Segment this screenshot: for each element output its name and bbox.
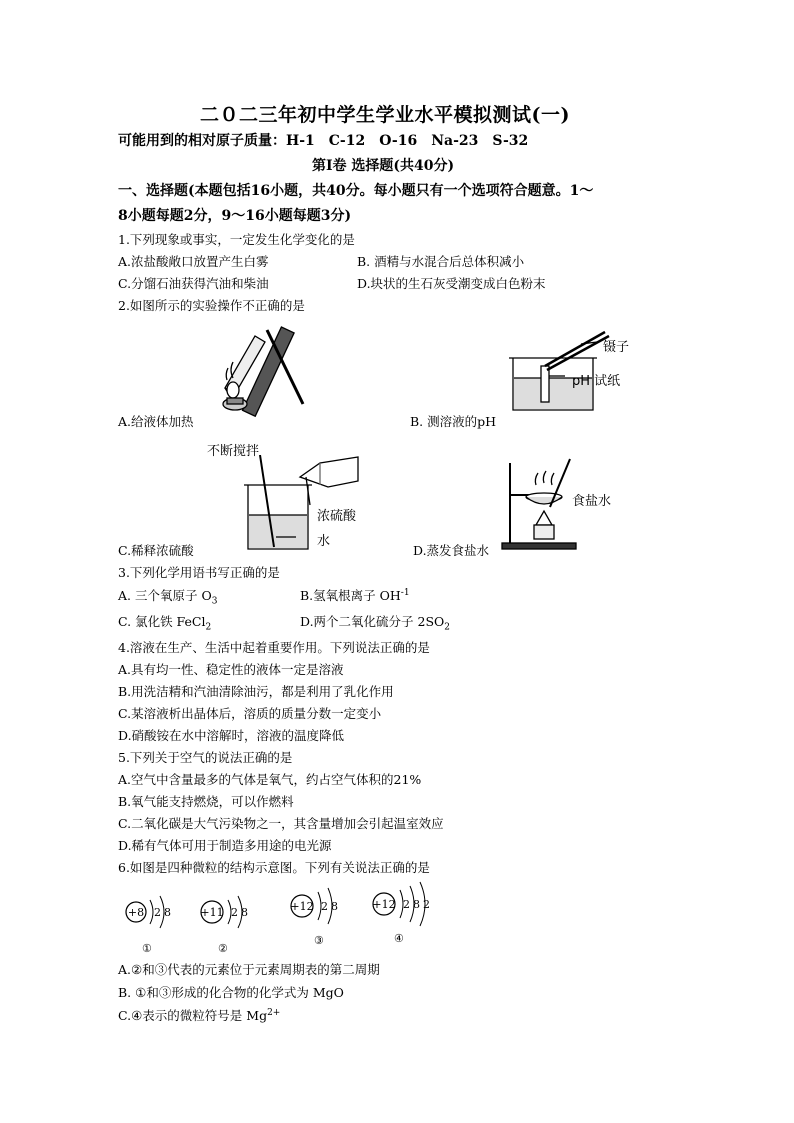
part-heading: 第Ⅰ卷 选择题(共40分) bbox=[312, 158, 455, 174]
fig-c-water-label: 水 bbox=[317, 534, 331, 549]
q5-option-c: C.二氧化碳是大气污染物之一，其含量增加会引起温室效应 bbox=[118, 816, 444, 831]
section-instructions-line1: 一、选择题(本题包括16小题，共40分。每小题只有一个选项符合题意。1～ bbox=[118, 183, 594, 199]
q3-option-c: C. 氯化铁 FeCl$_2$ bbox=[118, 614, 212, 633]
particle-3 bbox=[290, 888, 338, 947]
particle-4 bbox=[372, 882, 430, 945]
particle-3-shell-2: 8 bbox=[331, 900, 338, 913]
q4-option-d: D.硝酸铵在水中溶解时，溶液的温度降低 bbox=[118, 728, 345, 743]
q6-option-a: A.②和③代表的元素位于元素周期表的第二周期 bbox=[118, 962, 380, 977]
q6-stem: 6.如图是四种微粒的结构示意图。下列有关说法正确的是 bbox=[118, 860, 430, 875]
q1-option-b: B. 酒精与水混合后总体积减小 bbox=[357, 254, 525, 269]
particle-4-nucleus: +12 bbox=[372, 898, 396, 911]
q4-option-b: B.用洗洁精和汽油清除油污，都是利用了乳化作用 bbox=[118, 684, 394, 699]
q1-stem: 1.下列现象或事实，一定发生化学变化的是 bbox=[118, 232, 355, 247]
particle-diagrams bbox=[120, 878, 460, 958]
section-instructions-line2: 8小题每题2分，9～16小题每题3分) bbox=[118, 208, 352, 224]
particle-2-shell-2: 8 bbox=[241, 906, 248, 919]
q5-stem: 5.下列关于空气的说法正确的是 bbox=[118, 750, 293, 765]
fig-evaporation bbox=[500, 455, 580, 555]
q2-option-b: B. 测溶液的pH bbox=[410, 414, 497, 429]
q5-option-a: A.空气中含量最多的气体是氧气，约占空气体积的21% bbox=[118, 772, 422, 787]
q2-option-d: D.蒸发食盐水 bbox=[413, 543, 490, 558]
fig-b-tweezers-label: 镊子 bbox=[603, 340, 630, 355]
q3-option-a: A. 三个氧原子 $O_3$ bbox=[118, 588, 218, 607]
particle-2-label: ② bbox=[218, 942, 228, 955]
q4-option-a: A.具有均一性、稳定性的液体一定是溶液 bbox=[118, 662, 344, 677]
fig-c-acid-label: 浓硫酸 bbox=[317, 509, 357, 524]
q1-option-d: D.块状的生石灰受潮变成白色粉末 bbox=[357, 276, 546, 291]
particle-1-nucleus: +8 bbox=[127, 906, 145, 919]
q5-option-d: D.稀有气体可用于制造多用途的电光源 bbox=[118, 838, 332, 853]
fig-d-saltwater-label: 食盐水 bbox=[572, 494, 612, 509]
q2-option-a: A.给液体加热 bbox=[118, 414, 194, 429]
q4-stem: 4.溶液在生产、生活中起着重要作用。下列说法正确的是 bbox=[118, 640, 430, 655]
q2-stem: 2.如图所示的实验操作不正确的是 bbox=[118, 298, 305, 313]
particle-4-shell-1: 2 bbox=[403, 898, 410, 911]
particle-3-shell-1: 2 bbox=[321, 900, 328, 913]
particle-4-label: ④ bbox=[394, 932, 404, 945]
q1-option-a: A.浓盐酸敞口放置产生白雾 bbox=[118, 254, 269, 269]
q1-option-c: C.分馏石油获得汽油和柴油 bbox=[118, 276, 269, 291]
particle-1-shell-1: 2 bbox=[154, 906, 161, 919]
particle-1-label: ① bbox=[142, 942, 152, 955]
q6-option-c: C.④表示的微粒符号是 $Mg^{2+}$ bbox=[118, 1007, 281, 1023]
particle-4-shell-2: 8 bbox=[413, 898, 420, 911]
particle-1-shell-2: 8 bbox=[164, 906, 171, 919]
q2-option-c: C.稀释浓硫酸 bbox=[118, 543, 194, 558]
q5-option-b: B.氧气能支持燃烧，可以作燃料 bbox=[118, 794, 294, 809]
exam-title: 二０二三年初中学生学业水平模拟测试(一) bbox=[200, 104, 570, 126]
atomic-mass-line: 可能用到的相对原子质量：H-1 C-12 O-16 Na-23 S-32 bbox=[118, 133, 529, 149]
q6-option-b: B. ①和③形成的化合物的化学式为 MgO bbox=[118, 985, 344, 1000]
particle-2-nucleus: +11 bbox=[200, 906, 224, 919]
fig-c-stirring-label: 不断搅拌 bbox=[207, 444, 260, 459]
fig-b-ph-paper-label: pH 试纸 bbox=[572, 374, 621, 389]
q3-option-d: D.两个二氧化硫分子 $2SO_2$ bbox=[300, 614, 451, 633]
particle-3-nucleus: +12 bbox=[290, 900, 314, 913]
q3-option-b: B.氢氧根离子 $OH^{-1}$ bbox=[300, 587, 410, 603]
particle-4-shell-3: 2 bbox=[423, 898, 430, 911]
particle-3-label: ③ bbox=[314, 934, 324, 947]
particle-2 bbox=[200, 896, 248, 955]
q4-option-c: C.某溶液析出晶体后，溶质的质量分数一定变小 bbox=[118, 706, 382, 721]
q3-stem: 3.下列化学用语书写正确的是 bbox=[118, 565, 280, 580]
particle-2-shell-1: 2 bbox=[231, 906, 238, 919]
particle-1 bbox=[126, 896, 171, 955]
fig-heating-liquid bbox=[205, 318, 325, 418]
